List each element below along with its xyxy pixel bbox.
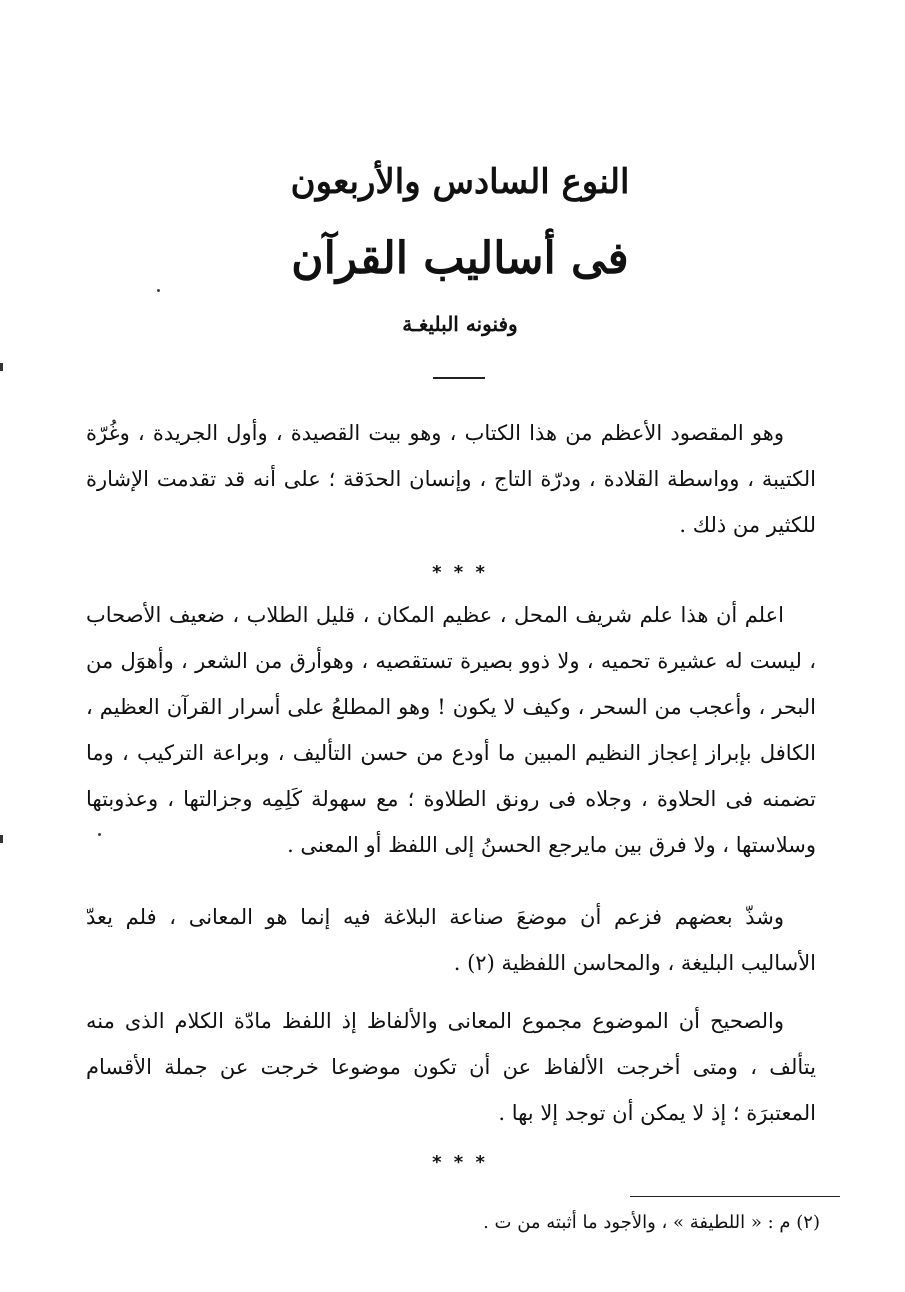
scan-mark bbox=[0, 835, 3, 843]
footnote: (٢) م : « اللطيفة » ، والأجود ما أثبته من ت . bbox=[483, 1212, 820, 1233]
scan-mark bbox=[0, 363, 3, 371]
body-paragraph: والصحيح أن الموضوع مجموع المعانى والألفاظ إذ اللفظ مادّة الكلام الذى منه يتألف ، ومتى أخرجت الألفاظ عن أن تكون موضوعا خرجت عن جملة الأقسام المعتبرَة ؛ إذ لا يمكن أن توجد إلا بها . bbox=[86, 1009, 816, 1125]
section-separator: * * * bbox=[432, 562, 488, 583]
body-paragraph: اعلم أن هذا علم شريف المحل ، عظيم المكان ، قليل الطلاب ، ضعيف الأصحاب ، ليست له عشيرة تحميه ، ولا ذوو بصيرة تستقصيه ، وهوأرق من الشعر ، وأهوَل من البحر ، وأعجب من السحر ، وكيف لا يكون ! وهو المطلعُ على أسرار القرآن العظيم ، الكافل بإبراز إعجاز النظيم المبين ما أودع من حسن التأليف ، وبراعة التركيب ، وما تضمنه فى الحلاوة ، وجلاه فى رونق الطلاوة ؛ مع سهولة كَلِمِه وجزالتها ، وعذوبتها وسلاستها ، ولا فرق بين مايرجع الحسنُ إلى اللفظ أو المعنى . bbox=[86, 603, 816, 857]
chapter-title-line1: النوع السادس والأربعون bbox=[290, 162, 630, 202]
footnote-divider bbox=[630, 1196, 840, 1197]
body-paragraph: وهو المقصود الأعظم من هذا الكتاب ، وهو بيت القصيدة ، وأول الجريدة ، وغُرّة الكتيبة ، وواسطة القلادة ، ودرّة التاج ، وإنسان الحدَقة ؛ على أنه قد تقدمت الإشارة للكثير من ذلك . bbox=[86, 421, 816, 537]
chapter-title-line2: فى أساليب القرآن bbox=[291, 233, 629, 284]
scan-speck bbox=[98, 833, 101, 836]
title-divider bbox=[433, 377, 485, 379]
chapter-subtitle: وفنونه البليغـة bbox=[402, 312, 518, 336]
section-separator: * * * bbox=[432, 1152, 488, 1173]
body-paragraph: وشذّ بعضهم فزعم أن موضعَ صناعة البلاغة فيه إنما هو المعانى ، فلم يعدّ الأساليب البليغة ، والمحاسن اللفظية (٢) . bbox=[86, 905, 816, 975]
scan-speck bbox=[157, 289, 160, 292]
